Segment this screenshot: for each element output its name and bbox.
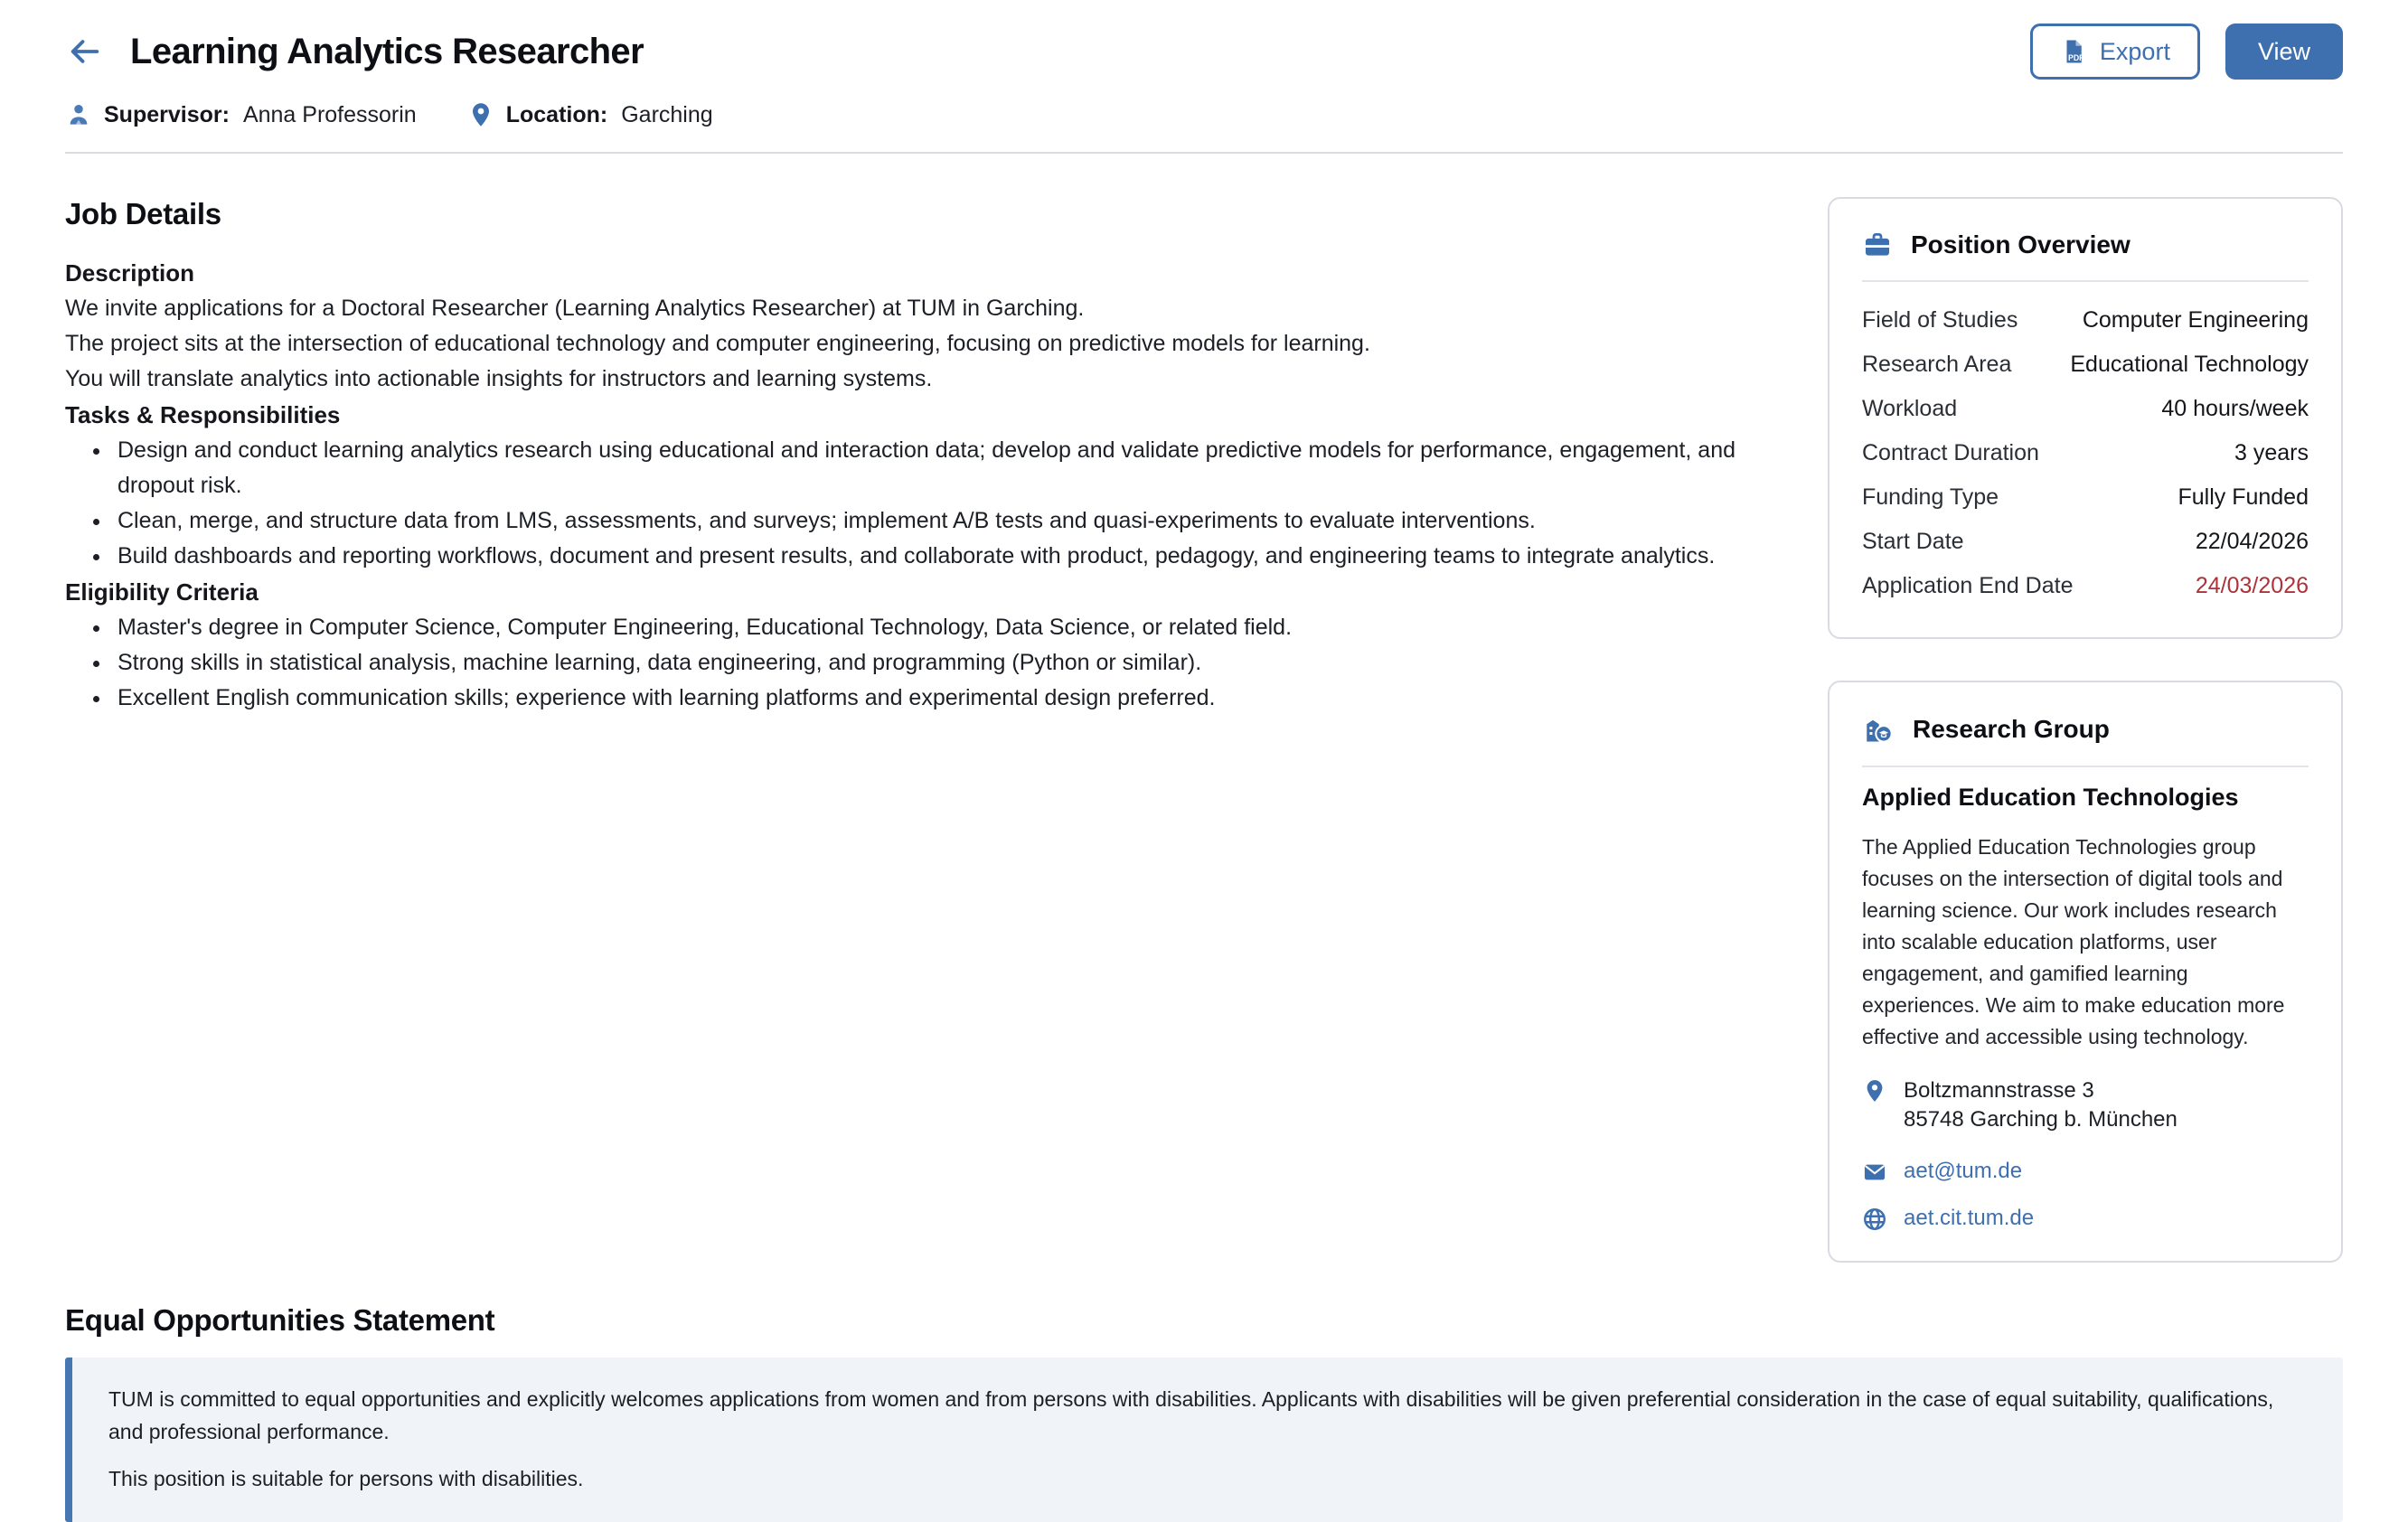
equal-opportunities-paragraph: TUM is committed to equal opportunities and explicitly welcomes applications from women and from persons with disabilities. Applicants with disabilities will be given preferential consideration in the case of equal suitability, qualifications, and professional performance.	[108, 1387, 2274, 1443]
row-label: Start Date	[1862, 529, 1964, 554]
back-button[interactable]	[65, 32, 105, 71]
person-icon	[65, 101, 92, 128]
eligibility-item: • Strong skills in statistical analysis, machine learning, data engineering, and programming (Python or similar).	[112, 645, 1772, 681]
row-value: 3 years	[2234, 440, 2309, 465]
task-item: • Design and conduct learning analytics research using educational and interaction data; develop and validate predictive models for performance, engagement, and dropout risk.	[112, 433, 1772, 503]
view-button[interactable]	[2225, 23, 2343, 80]
page-header	[0, 0, 2408, 154]
overview-row	[1862, 343, 2309, 387]
overview-row	[1862, 431, 2309, 475]
equal-opportunities-section	[65, 1303, 2343, 1522]
supervisor-label: Supervisor:	[104, 101, 230, 127]
view-button-label: View	[2257, 37, 2310, 65]
email-link[interactable]: aet@tum.de	[1904, 1159, 2023, 1183]
overview-row	[1862, 298, 2309, 343]
research-group-card	[1828, 681, 2343, 1263]
row-label: Funding Type	[1862, 484, 1999, 510]
position-overview-title: Position Overview	[1911, 230, 2131, 258]
export-button[interactable]	[2030, 23, 2200, 80]
position-overview-card	[1828, 197, 2343, 639]
row-label: Field of Studies	[1862, 307, 2018, 333]
email-icon	[1862, 1160, 1887, 1185]
card-divider	[1862, 280, 2309, 282]
briefcase-icon	[1862, 230, 1893, 260]
row-value: Computer Engineering	[2082, 307, 2309, 333]
website-row	[1862, 1205, 2309, 1232]
school-icon	[1862, 713, 1895, 746]
website-link[interactable]: aet.cit.tum.de	[1904, 1206, 2035, 1230]
location-pin-icon	[1862, 1078, 1887, 1104]
description-heading: Description	[65, 259, 195, 287]
eligibility-list	[65, 610, 1772, 716]
page-title: Learning Analytics Researcher	[130, 31, 644, 71]
location-value: Garching	[621, 101, 713, 127]
email-row	[1862, 1158, 2309, 1185]
equal-opportunities-paragraph: This position is suitable for persons with disabilities.	[108, 1467, 584, 1490]
svg-text:PDF: PDF	[2067, 53, 2084, 62]
research-group-description: The Applied Education Technologies group focuses on the intersection of digital tools and learning science. Our work includes research into scalable education platforms, user engagement, and gamified learning experiences. We aim to make education more effective and accessible using technology.	[1862, 835, 2285, 1048]
overview-row	[1862, 520, 2309, 564]
overview-row	[1862, 475, 2309, 520]
eligibility-heading: Eligibility Criteria	[65, 578, 259, 606]
equal-opportunities-title: Equal Opportunities Statement	[65, 1303, 495, 1337]
back-arrow-icon	[67, 33, 103, 70]
row-value: 40 hours/week	[2161, 396, 2309, 421]
address-line2: 85748 Garching b. München	[1904, 1107, 2178, 1132]
research-group-title: Research Group	[1913, 715, 2110, 743]
application-end-date-value: 24/03/2026	[2195, 573, 2309, 598]
eligibility-item: • Excellent English communication skills; experience with learning platforms and experimental design preferred.	[112, 681, 1772, 716]
location-meta	[467, 101, 713, 128]
location-label: Location:	[505, 101, 608, 127]
tasks-list	[65, 433, 1772, 574]
supervisor-value: Anna Professorin	[242, 101, 417, 127]
row-value: Educational Technology	[2070, 352, 2309, 377]
row-value: Fully Funded	[2178, 484, 2309, 510]
address-line1: Boltzmannstrasse 3	[1904, 1078, 2094, 1103]
row-label: Research Area	[1862, 352, 2012, 377]
description-paragraph: The project sits at the intersection of educational technology and computer engineering, focusing on predictive models for learning.	[65, 331, 1370, 356]
job-details-section	[65, 197, 1772, 716]
job-meta-row	[65, 101, 2343, 128]
task-item: • Build dashboards and reporting workflows, document and present results, and collaborate with product, pedagogy, and engineering teams to integrate analytics.	[112, 539, 1772, 574]
header-divider	[65, 152, 2343, 154]
research-group-name: Applied Education Technologies	[1862, 784, 2239, 811]
task-item: • Clean, merge, and structure data from LMS, assessments, and surveys; implement A/B tests and quasi-experiments to evaluate interventions.	[112, 503, 1772, 539]
tasks-heading: Tasks & Responsibilities	[65, 401, 341, 428]
location-pin-icon	[467, 101, 494, 128]
description-paragraph: You will translate analytics into actionable insights for instructors and learning systems.	[65, 366, 933, 391]
overview-row	[1862, 387, 2309, 431]
row-label: Workload	[1862, 396, 1958, 421]
row-label: Application End Date	[1862, 573, 2074, 598]
export-button-label: Export	[2099, 37, 2170, 65]
pdf-file-icon	[2060, 38, 2087, 65]
supervisor-meta	[65, 101, 417, 128]
equal-opportunities-box	[65, 1358, 2343, 1522]
job-details-title: Job Details	[65, 197, 221, 230]
globe-icon	[1862, 1207, 1887, 1232]
description-paragraph: We invite applications for a Doctoral Researcher (Learning Analytics Researcher) at TUM in Garching.	[65, 296, 1085, 321]
card-divider	[1862, 766, 2309, 767]
row-value: 22/04/2026	[2195, 529, 2309, 554]
overview-row	[1862, 564, 2309, 608]
address-row	[1862, 1076, 2309, 1134]
eligibility-item: • Master's degree in Computer Science, Computer Engineering, Educational Technology, Data Science, or related field.	[112, 610, 1772, 645]
row-label: Contract Duration	[1862, 440, 2039, 465]
